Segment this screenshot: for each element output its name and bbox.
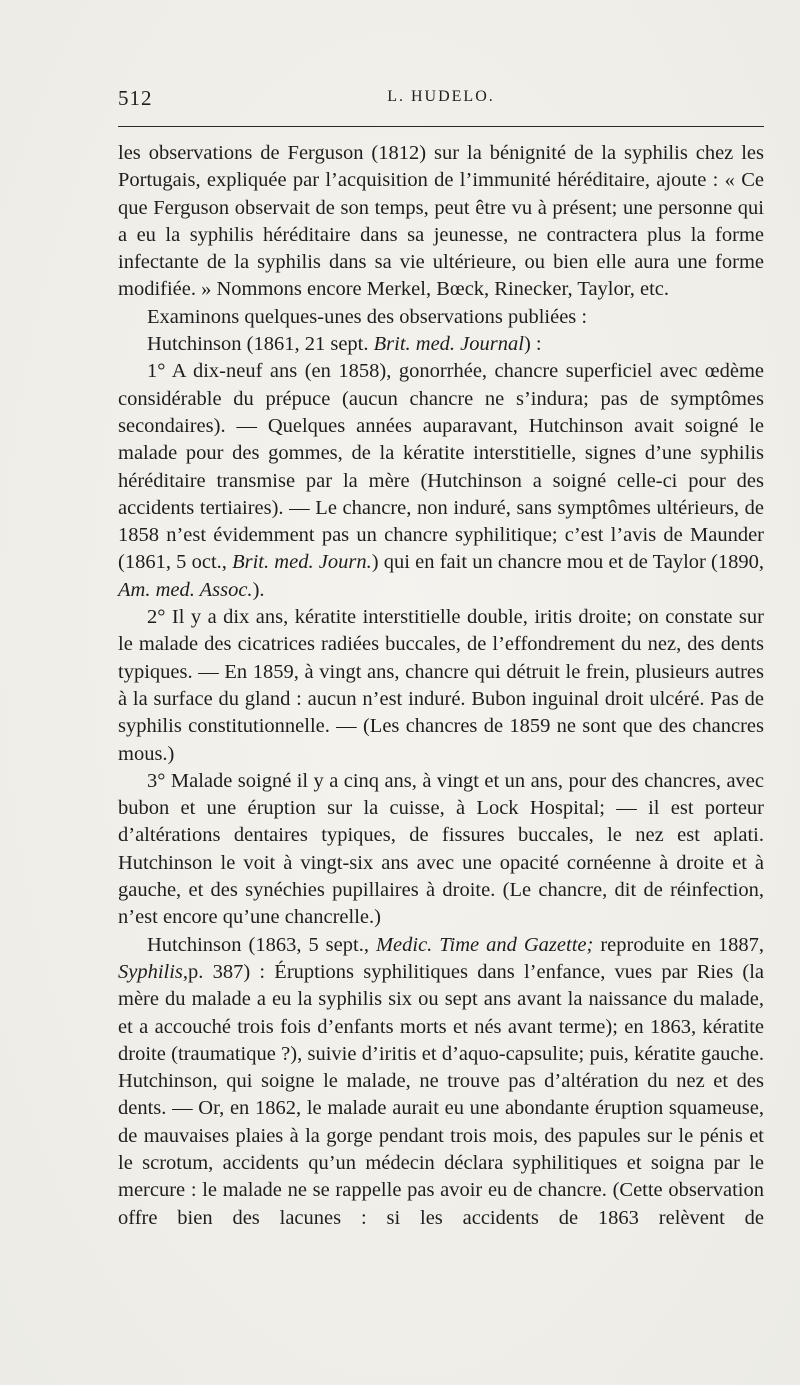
header-rule — [118, 126, 764, 127]
paragraph-p4 — [118, 358, 764, 604]
text-run: reproduite en 1887, — [593, 933, 765, 956]
page-header — [118, 86, 764, 114]
paragraph-p6 — [118, 768, 764, 932]
citation-italic: Am. med. Assoc. — [118, 578, 253, 601]
paragraph-p2 — [118, 304, 764, 331]
text-run: Examinons quelques-unes des observations publiées : — [147, 305, 588, 328]
paragraph-p7 — [118, 932, 764, 1232]
paragraph-p5 — [118, 604, 764, 768]
text-run: ) : — [523, 333, 542, 356]
text-run: Hutchinson (1863, 5 sept., — [147, 933, 376, 956]
text-run: ) qui en fait un chancre mou et de Taylor (1890, — [371, 551, 764, 574]
body-text — [118, 140, 764, 1232]
citation-italic: Syphilis — [118, 960, 183, 983]
text-run: ). — [252, 578, 265, 601]
text-run: 3° Malade soigné il y a cinq ans, à vingt et un ans, pour des chancres, avec bubon et une éruption sur la cuisse, à Lock Hospital; — il est porteur d’altérations dentaires typiques, de fissures buccales, le nez est aplati. Hutchinson le voit à vingt-six ans avec une opacité cornéenne à droite et à gauche, et des synéchies pupillaires à droite. (Le chancre, dit de réinfection, n’est encore qu’une chancrelle.) — [118, 769, 764, 929]
page-number: 512 — [118, 86, 153, 110]
paragraph-p3 — [118, 331, 764, 358]
text-run: ,p. 387) : Éruptions syphilitiques dans l’enfance, vues par Ries (la mère du malade a eu la syphilis six ou sept ans avant la naissance du malade, et a accouché trois fois d’enfants morts et nés avant terme); en 1863, kératite droite (traumatique ?), suivie d’iritis et d’aquo-capsulite; puis, kératite gauche. Hutchinson, qui soigne le malade, ne trouve pas d’altération du nez et des dents. — Or, en 1862, le malade aurait eu une abondante éruption squameuse, de mauvaises plaies à la gorge pendant trois mois, des papules sur le pénis et le scrotum, accidents qu’un médecin déclara syphilitiques et soigna par le mercure : le malade ne se rappelle pas avoir eu de chancre. (Cette observation offre bien des lacunes : si les accidents de 1863 relèvent de — [118, 960, 764, 1229]
running-head: L. HUDELO. — [387, 88, 495, 105]
text-run: 1° A dix-neuf ans (en 1858), gonorrhée, chancre superficiel avec œdème considérable du prépuce (aucun chancre ne s’indura; pas de symptômes secondaires). — Quelques années auparavant, Hutchinson avait soigné le malade pour des gommes, de la kératite interstitielle, signes d’une syphilis héréditaire transmise par la mère (Hutchinson a soigné celle-ci pour des accidents tertiaires). — Le chancre, non induré, sans symptômes ultérieurs, de 1858 n’est évidemment pas un chancre syphilitique; c’est l’avis de Maunder (1861, 5 oct., — [118, 360, 764, 574]
citation-italic: Brit. med. Journ. — [232, 551, 372, 574]
citation-italic: Medic. Time and Gazette; — [375, 933, 594, 956]
text-run: Hutchinson (1861, 21 sept. — [147, 333, 374, 356]
text-run: les observations de Ferguson (1812) sur la bénignité de la syphilis chez les Portugais, expliquée par l’acquisition de l’immunité héréditaire, ajoute : « Ce que Ferguson observait de son temps, peut être vu à présent; une personne qui a eu la syphilis héréditaire dans sa jeunesse, ne contractera plus la forme infectante de la syphilis dans sa vie ultérieure, ou bien elle aura une forme modifiée. » Nommons encore Merkel, Bœck, Rinecker, Taylor, etc. — [118, 142, 764, 301]
citation-italic: Brit. med. Journal — [373, 333, 524, 356]
text-run: 2° Il y a dix ans, kératite interstitielle double, iritis droite; on constate sur le malade des cicatrices radiées buccales, de l’effondrement du nez, des dents typiques. — En 1859, à vingt ans, chancre qui détruit le frein, plusieurs autres à la surface du gland : aucun n’est induré. Bubon inguinal droit ulcéré. Pas de syphilis constitutionnelle. — (Les chancres de 1859 ne sont que des chancres mous.) — [118, 606, 764, 765]
paragraph-p1 — [118, 140, 764, 304]
